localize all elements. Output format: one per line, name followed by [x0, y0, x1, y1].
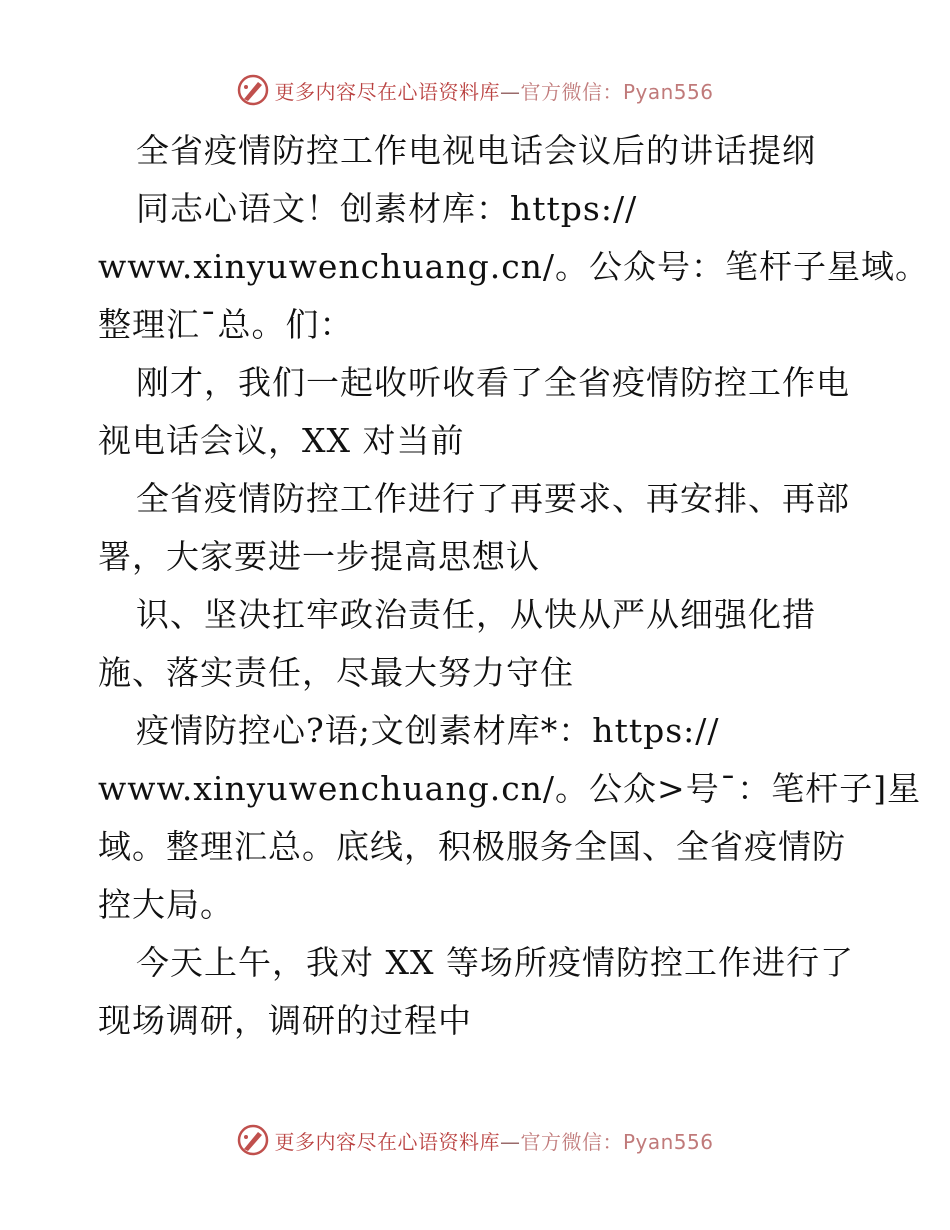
text-line: 识、坚决扛牢政治责任，从快从严从细强化措 [136, 595, 816, 634]
text-line: 全省疫情防控工作电视电话会议后的讲话提纲 [136, 131, 816, 170]
text-line: 控大局。 [98, 885, 234, 924]
text-line: www.xinyuwenchuang.cn/。公众>号¯：笔杆子]星 [98, 769, 922, 808]
watermark-wechat: 官方微信：Pyan556 [520, 79, 714, 104]
watermark-site: 更多内容尽在心语资料库 [274, 1129, 500, 1154]
watermark-separator: — [499, 79, 521, 104]
footer-watermark [0, 1120, 950, 1160]
document-body [98, 122, 930, 1050]
text-line: www.xinyuwenchuang.cn/。公众号：笔杆子星域。 [98, 247, 930, 286]
text-line: 同志心语文！创素材库：https:// [136, 189, 638, 228]
header-watermark [0, 70, 950, 110]
text-line: 署，大家要进一步提高思想认 [98, 537, 540, 576]
pen-logo-icon [236, 1123, 270, 1157]
watermark-separator: — [499, 1129, 521, 1154]
watermark-site: 更多内容尽在心语资料库 [274, 79, 500, 104]
watermark-wechat: 官方微信：Pyan556 [520, 1129, 714, 1154]
text-line: 全省疫情防控工作进行了再要求、再安排、再部 [136, 479, 850, 518]
text-line: 施、落实责任，尽最大努力守住 [98, 653, 574, 692]
text-line: 疫情防控心?语;文创素材库*：https:// [136, 711, 720, 750]
watermark-text [274, 76, 713, 105]
text-line: 刚才，我们一起收听收看了全省疫情防控工作电 [136, 363, 850, 402]
text-line: 现场调研，调研的过程中 [98, 1001, 472, 1040]
text-line: 整理汇¯总。们： [98, 305, 354, 344]
watermark-text [274, 1126, 713, 1155]
text-line: 视电话会议，XX 对当前 [98, 421, 465, 460]
text-line: 域。整理汇总。底线，积极服务全国、全省疫情防 [98, 827, 846, 866]
text-line: 今天上午，我对 XX 等场所疫情防控工作进行了 [136, 943, 854, 982]
pen-logo-icon [236, 73, 270, 107]
